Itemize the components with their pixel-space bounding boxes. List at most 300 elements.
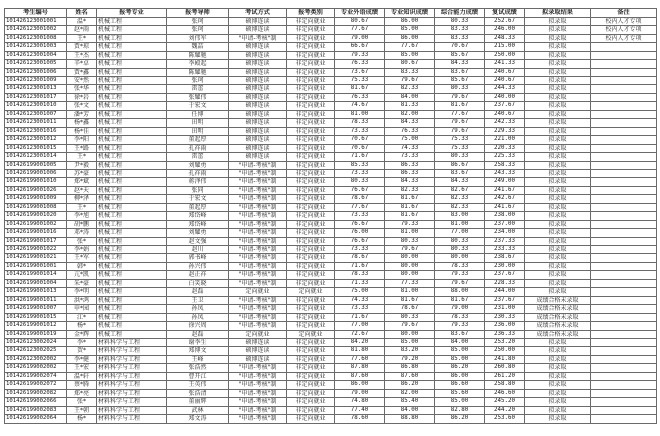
professional-cell: 87.60 (385, 372, 435, 380)
result-cell: 成绩合格未录取 (525, 296, 591, 304)
remark-cell (591, 136, 657, 144)
header-exam-method: 考试方式 (229, 9, 287, 18)
exam-method-cell: "申请-考核"制 (229, 322, 287, 330)
category-cell: 非定向就业 (287, 305, 335, 313)
foreign-language-cell: 80.67 (335, 17, 385, 25)
category-cell: 非定向就业 (287, 93, 335, 101)
retest-score-cell: 244.33 (485, 85, 525, 93)
professional-cell: 86.33 (385, 161, 435, 169)
foreign-language-cell: 66.67 (335, 43, 385, 51)
result-cell: 拟录取 (525, 212, 591, 220)
supervisor-cell: 张浩然 (167, 364, 229, 372)
name-cell: 江* (67, 313, 97, 321)
exam-method-cell: "申请-考核"制 (229, 372, 287, 380)
exam-method-cell: "申请-考核"制 (229, 398, 287, 406)
retest-score-cell: 237.67 (485, 102, 525, 110)
result-cell: 拟录取 (525, 169, 591, 177)
major-cell: 机械工程 (97, 220, 167, 228)
major-cell: 机械工程 (97, 212, 167, 220)
result-cell: 拟录取 (525, 347, 591, 355)
retest-score-cell: 215.00 (485, 43, 525, 51)
major-cell: 机械工程 (97, 203, 167, 211)
result-cell: 成绩合格未录取 (525, 330, 591, 338)
exam-method-cell: "申请-考核"制 (229, 389, 287, 397)
remark-cell (591, 186, 657, 194)
exam-method-cell: "申请-考核"制 (229, 246, 287, 254)
table-row (5, 153, 657, 161)
result-cell: 成绩合格未录取 (525, 313, 591, 321)
retest-score-cell: 245.20 (485, 398, 525, 406)
exam-id-cell: 101426123001013 (5, 85, 67, 93)
result-cell: 拟录取 (525, 372, 591, 380)
name-cell: 李*明 (67, 288, 97, 296)
remark-cell (591, 330, 657, 338)
supervisor-cell: 孙凤 (167, 305, 229, 313)
table-row (5, 43, 657, 51)
comprehensive-cell: 75.33 (435, 136, 485, 144)
name-cell: 王*朝 (67, 406, 97, 414)
result-cell: 拟录取 (525, 195, 591, 203)
major-cell: 机械工程 (97, 279, 167, 287)
exam-id-cell: 101426199001002 (5, 220, 67, 228)
exam-id-cell: 101426199001007 (5, 305, 67, 313)
header-remark: 备注 (591, 9, 657, 18)
table-row (5, 296, 657, 304)
professional-cell: 80.00 (385, 271, 435, 279)
remark-cell (591, 161, 657, 169)
professional-cell: 81.00 (385, 288, 435, 296)
table-row (5, 347, 657, 355)
major-cell: 材料科学与工程 (97, 339, 167, 347)
table-row (5, 262, 657, 270)
exam-id-cell: 101426199001015 (5, 313, 67, 321)
remark-cell (591, 153, 657, 161)
name-cell: 申*园 (67, 305, 97, 313)
retest-score-cell: 237.33 (485, 237, 525, 245)
major-cell: 机械工程 (97, 76, 167, 84)
major-cell: 机械工程 (97, 305, 167, 313)
remark-cell (591, 195, 657, 203)
header-exam-id: 考生编号 (5, 9, 67, 18)
professional-cell: 79.20 (385, 355, 435, 363)
supervisor-cell: 郑文涛 (167, 415, 229, 423)
table-row (5, 144, 657, 152)
result-cell: 拟录取 (525, 17, 591, 25)
comprehensive-cell: 81.67 (435, 296, 485, 304)
supervisor-cell: 张珂 (167, 17, 229, 25)
category-cell: 非定向就业 (287, 51, 335, 59)
comprehensive-cell: 85.00 (435, 347, 485, 355)
comprehensive-cell: 85.67 (435, 76, 485, 84)
retest-score-cell: 241.80 (485, 355, 525, 363)
comprehensive-cell: 85.67 (435, 51, 485, 59)
major-cell: 机械工程 (97, 229, 167, 237)
supervisor-cell: 张珂 (167, 26, 229, 34)
table-row (5, 212, 657, 220)
retest-score-cell: 242.33 (485, 119, 525, 127)
comprehensive-cell: 79.67 (435, 119, 485, 127)
retest-score-cell: 237.67 (485, 296, 525, 304)
exam-id-cell: 101426123001001 (5, 17, 67, 25)
supervisor-cell: 田明 (167, 119, 229, 127)
exam-id-cell: 101426123002002 (5, 355, 67, 363)
foreign-language-cell: 75.33 (335, 76, 385, 84)
table-row (5, 254, 657, 262)
exam-method-cell: 硕博连读 (229, 136, 287, 144)
category-cell: 非定向就业 (287, 85, 335, 93)
category-cell: 非定向就业 (287, 26, 335, 34)
supervisor-cell: 陈耀驰 (167, 51, 229, 59)
major-cell: 机械工程 (97, 237, 167, 245)
exam-id-cell: 101426123001008 (5, 34, 67, 42)
exam-id-cell: 101426199002083 (5, 406, 67, 414)
remark-cell (591, 110, 657, 118)
remark-cell (591, 381, 657, 389)
table-row (5, 415, 657, 423)
retest-score-cell: 253.20 (485, 339, 525, 347)
remark-cell (591, 398, 657, 406)
comprehensive-cell: 82.67 (435, 186, 485, 194)
comprehensive-cell: 86.00 (435, 372, 485, 380)
exam-method-cell: 硕博连读 (229, 68, 287, 76)
name-cell: 李* (67, 339, 97, 347)
major-cell: 机械工程 (97, 330, 167, 338)
foreign-language-cell: 74.67 (335, 102, 385, 110)
table-row (5, 398, 657, 406)
comprehensive-cell: 80.33 (435, 237, 485, 245)
retest-score-cell: 244.20 (485, 406, 525, 414)
table-row (5, 288, 657, 296)
retest-score-cell: 221.00 (485, 136, 525, 144)
result-cell: 拟录取 (525, 102, 591, 110)
foreign-language-cell: 78.67 (335, 195, 385, 203)
foreign-language-cell: 74.80 (335, 398, 385, 406)
result-cell: 拟录取 (525, 398, 591, 406)
comprehensive-cell: 80.33 (435, 153, 485, 161)
remark-cell (591, 102, 657, 110)
major-cell: 机械工程 (97, 119, 167, 127)
major-cell: 机械工程 (97, 26, 167, 34)
supervisor-cell: 于宏文 (167, 195, 229, 203)
professional-cell: 86.20 (385, 381, 435, 389)
table-row (5, 136, 657, 144)
name-cell: 郑*亮 (67, 389, 97, 397)
exam-id-cell: 101426199001001 (5, 262, 67, 270)
retest-score-cell: 252.67 (485, 17, 525, 25)
result-cell: 拟录取 (525, 68, 591, 76)
table-row (5, 76, 657, 84)
exam-id-cell: 101426199001011 (5, 296, 67, 304)
exam-id-cell: 101426199001014 (5, 271, 67, 279)
name-cell: 李*健 (67, 355, 97, 363)
foreign-language-cell: 74.33 (335, 296, 385, 304)
exam-id-cell: 101426199002072 (5, 381, 67, 389)
major-cell: 机械工程 (97, 161, 167, 169)
foreign-language-cell: 86.00 (335, 381, 385, 389)
foreign-language-cell: 70.67 (335, 136, 385, 144)
result-cell: 拟录取 (525, 355, 591, 363)
professional-cell: 81.67 (385, 195, 435, 203)
major-cell: 材料科学与工程 (97, 347, 167, 355)
comprehensive-cell: 82.33 (435, 195, 485, 203)
major-cell: 机械工程 (97, 296, 167, 304)
name-cell: 赵*雨 (67, 26, 97, 34)
category-cell: 非定向就业 (287, 68, 335, 76)
category-cell: 非定向就业 (287, 381, 335, 389)
table-row (5, 186, 657, 194)
category-cell: 非定向就业 (287, 339, 335, 347)
result-cell: 拟录取 (525, 389, 591, 397)
major-cell: 材料科学与工程 (97, 381, 167, 389)
retest-score-cell: 258.80 (485, 381, 525, 389)
table-row (5, 313, 657, 321)
remark-cell (591, 43, 657, 51)
professional-cell: 84.33 (385, 119, 435, 127)
table-row (5, 195, 657, 203)
result-cell: 拟录取 (525, 381, 591, 389)
comprehensive-cell: 83.33 (435, 26, 485, 34)
name-cell: 韩* (67, 262, 97, 270)
name-cell: 杨*佳 (67, 127, 97, 135)
name-cell: 郑*斌 (67, 178, 97, 186)
foreign-language-cell: 78.67 (335, 254, 385, 262)
result-cell: 拟录取 (525, 406, 591, 414)
category-cell: 非定向就业 (287, 271, 335, 279)
category-cell: 非定向就业 (287, 347, 335, 355)
name-cell: 李*阳 (67, 136, 97, 144)
table-row (5, 355, 657, 363)
retest-score-cell: 238.00 (485, 212, 525, 220)
remark-cell: 校内人才专项 (591, 34, 657, 42)
professional-cell: 86.00 (385, 17, 435, 25)
supervisor-cell: 刘伟军 (167, 34, 229, 42)
result-cell: 拟录取 (525, 339, 591, 347)
table-row (5, 339, 657, 347)
comprehensive-cell: 77.67 (435, 110, 485, 118)
retest-score-cell: 242.67 (485, 195, 525, 203)
result-cell: 拟录取 (525, 76, 591, 84)
exam-id-cell: 101426199001022 (5, 246, 67, 254)
retest-score-cell: 241.33 (485, 60, 525, 68)
category-cell: 定向就业 (287, 288, 335, 296)
retest-score-cell: 250.00 (485, 347, 525, 355)
remark-cell (591, 212, 657, 220)
foreign-language-cell: 77.60 (335, 355, 385, 363)
exam-method-cell: "申请-考核"制 (229, 34, 287, 42)
foreign-language-cell: 71.33 (335, 279, 385, 287)
exam-method-cell: "申请-考核"制 (229, 229, 287, 237)
exam-id-cell: 101426199002064 (5, 415, 67, 423)
exam-id-cell: 101426199002066 (5, 398, 67, 406)
name-cell: 辛*卓 (67, 60, 97, 68)
foreign-language-cell: 73.33 (335, 169, 385, 177)
category-cell: 非定向就业 (287, 355, 335, 363)
name-cell: 邓*涛 (67, 229, 97, 237)
supervisor-cell: 郑岱峰 (167, 212, 229, 220)
table-row (5, 110, 657, 118)
category-cell: 定向就业 (287, 330, 335, 338)
exam-method-cell: "申请-考核"制 (229, 279, 287, 287)
retest-score-cell: 234.00 (485, 229, 525, 237)
remark-cell (591, 178, 657, 186)
foreign-language-cell: 79.00 (335, 34, 385, 42)
result-cell: 拟录取 (525, 85, 591, 93)
table-row (5, 51, 657, 59)
result-cell: 成绩合格未录取 (525, 322, 591, 330)
retest-score-cell: 261.20 (485, 372, 525, 380)
supervisor-cell: 李殿起 (167, 60, 229, 68)
supervisor-cell: 白笑晓 (167, 279, 229, 287)
supervisor-cell: 于宏文 (167, 102, 229, 110)
supervisor-cell: 郑岱峰 (167, 220, 229, 228)
exam-method-cell: "申请-考核"制 (229, 186, 287, 194)
major-cell: 机械工程 (97, 186, 167, 194)
category-cell: 非定向就业 (287, 322, 335, 330)
major-cell: 机械工程 (97, 110, 167, 118)
exam-method-cell: 硕博连读 (229, 43, 287, 51)
retest-score-cell: 244.00 (485, 288, 525, 296)
name-cell: 张* (67, 398, 97, 406)
result-cell: 拟录取 (525, 288, 591, 296)
supervisor-cell: 郑博文 (167, 347, 229, 355)
supervisor-cell: 雷蕾 (167, 85, 229, 93)
comprehensive-cell: 82.80 (435, 406, 485, 414)
retest-score-cell: 243.33 (485, 169, 525, 177)
name-cell: 温*轩 (67, 372, 97, 380)
name-cell: 王* (67, 203, 97, 211)
foreign-language-cell: 81.67 (335, 85, 385, 93)
foreign-language-cell: 84.20 (335, 339, 385, 347)
exam-id-cell: 101426199001017 (5, 237, 67, 245)
header-supervisor: 报考导师 (167, 9, 229, 18)
exam-method-cell: "申请-考核"制 (229, 313, 287, 321)
remark-cell (591, 144, 657, 152)
category-cell: 非定向就业 (287, 254, 335, 262)
result-cell: 拟录取 (525, 43, 591, 51)
category-cell: 非定向就业 (287, 119, 335, 127)
professional-cell: 80.00 (385, 330, 435, 338)
comprehensive-cell: 79.67 (435, 93, 485, 101)
major-cell: 机械工程 (97, 288, 167, 296)
professional-cell: 81.67 (385, 212, 435, 220)
foreign-language-cell: 76.33 (335, 93, 385, 101)
table-row (5, 322, 657, 330)
professional-cell: 83.33 (385, 68, 435, 76)
professional-cell: 78.67 (385, 305, 435, 313)
exam-method-cell: 硕博连读 (229, 355, 287, 363)
comprehensive-cell: 88.00 (435, 288, 485, 296)
comprehensive-cell: 80.33 (435, 246, 485, 254)
major-cell: 机械工程 (97, 127, 167, 135)
exam-method-cell: 硕博连读 (229, 339, 287, 347)
remark-cell (591, 76, 657, 84)
table-row (5, 305, 657, 313)
remark-cell (591, 355, 657, 363)
remark-cell (591, 364, 657, 372)
exam-id-cell: 101426123002024 (5, 339, 67, 347)
remark-cell (591, 279, 657, 287)
comprehensive-cell: 84.00 (435, 339, 485, 347)
foreign-language-cell: 73.33 (335, 305, 385, 313)
remark-cell (591, 51, 657, 59)
exam-method-cell: "申请-考核"制 (229, 262, 287, 270)
foreign-language-cell: 76.67 (335, 237, 385, 245)
comprehensive-cell: 86.60 (435, 381, 485, 389)
major-cell: 机械工程 (97, 153, 167, 161)
exam-method-cell: 硕博连读 (229, 93, 287, 101)
remark-cell (591, 68, 657, 76)
professional-cell: 86.33 (385, 169, 435, 177)
exam-method-cell: "申请-考核"制 (229, 406, 287, 414)
result-cell: 拟录取 (525, 203, 591, 211)
category-cell: 非定向就业 (287, 17, 335, 25)
professional-cell: 83.20 (385, 347, 435, 355)
professional-cell: 79.33 (385, 220, 435, 228)
supervisor-cell: 田明 (167, 127, 229, 135)
remark-cell (591, 415, 657, 423)
supervisor-cell: 董丽辉 (167, 398, 229, 406)
exam-method-cell: "申请-考核"制 (229, 161, 287, 169)
table-row (5, 34, 657, 42)
major-cell: 机械工程 (97, 102, 167, 110)
table-row (5, 237, 657, 245)
foreign-language-cell: 87.60 (335, 372, 385, 380)
foreign-language-cell: 76.67 (335, 186, 385, 194)
exam-method-cell: 硕博连读 (229, 26, 287, 34)
supervisor-cell: 张珂 (167, 76, 229, 84)
major-cell: 机械工程 (97, 313, 167, 321)
foreign-language-cell: 76.33 (335, 60, 385, 68)
name-cell: 张*华 (67, 85, 97, 93)
exam-id-cell: 101426123001005 (5, 60, 67, 68)
major-cell: 机械工程 (97, 262, 167, 270)
foreign-language-cell: 73.33 (335, 127, 385, 135)
foreign-language-cell: 71.67 (335, 262, 385, 270)
table-row (5, 68, 657, 76)
retest-score-cell: 250.00 (485, 51, 525, 59)
header-comprehensive: 综合能力成绩 (435, 9, 485, 18)
category-cell: 非定向就业 (287, 186, 335, 194)
foreign-language-cell: 78.60 (335, 415, 385, 423)
comprehensive-cell: 78.33 (435, 262, 485, 270)
category-cell: 非定向就业 (287, 43, 335, 51)
professional-cell: 82.00 (385, 389, 435, 397)
supervisor-cell: 任博 (167, 110, 229, 118)
name-cell: 贺* (67, 347, 97, 355)
table-row (5, 406, 657, 414)
professional-cell: 75.00 (385, 136, 435, 144)
result-cell: 拟录取 (525, 26, 591, 34)
professional-cell: 82.33 (385, 186, 435, 194)
supervisor-cell: 张同 (167, 186, 229, 194)
foreign-language-cell: 79.00 (335, 389, 385, 397)
major-cell: 机械工程 (97, 60, 167, 68)
comprehensive-cell: 84.33 (435, 178, 485, 186)
major-cell: 材料科学与工程 (97, 415, 167, 423)
exam-id-cell: 101426123001007 (5, 110, 67, 118)
name-cell: 安*然 (67, 76, 97, 84)
header-category: 报考类别 (287, 9, 335, 18)
major-cell: 机械工程 (97, 85, 167, 93)
exam-id-cell: 101426123001009 (5, 76, 67, 84)
remark-cell (591, 254, 657, 262)
name-cell: 王*宏 (67, 364, 97, 372)
foreign-language-cell: 73.33 (335, 212, 385, 220)
exam-id-cell: 101426199001020 (5, 212, 67, 220)
exam-method-cell: 硕博连读 (229, 76, 287, 84)
supervisor-cell: 蒋泽伟 (167, 178, 229, 186)
professional-cell: 73.33 (385, 153, 435, 161)
